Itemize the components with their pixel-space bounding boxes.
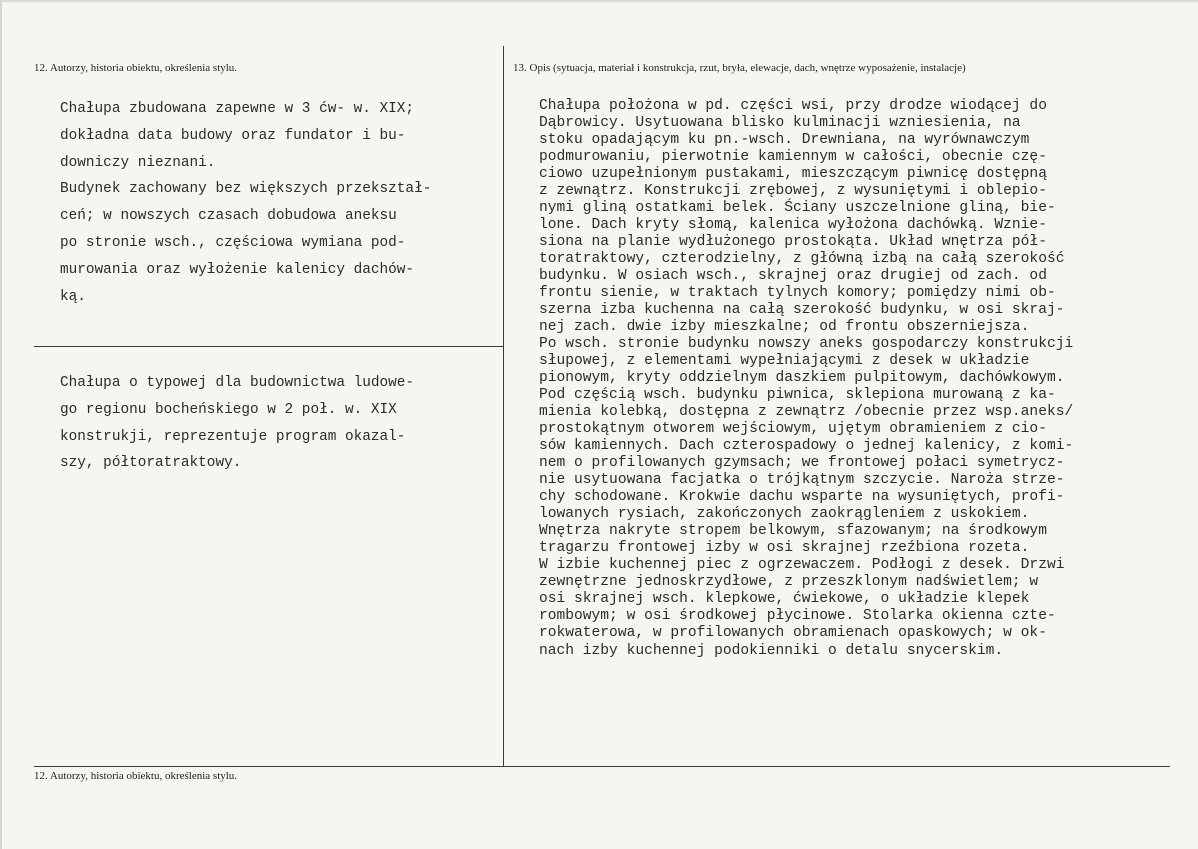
column-divider bbox=[503, 46, 504, 766]
text-line: nach izby kuchennej podokienniki o detalu snycerskim. bbox=[539, 642, 1004, 659]
description-text bbox=[539, 98, 1073, 660]
text-line: mienia kolebką, dostępna z zewnątrz /obecnie przez wsp.aneks/ bbox=[539, 404, 1074, 421]
text-line: ciowo uzupełnionym pustakami, mieszczącym piwnicę dostępną bbox=[539, 166, 1047, 183]
text-line: konstrukji, reprezentuje program okazal- bbox=[60, 428, 406, 445]
style-text bbox=[60, 370, 414, 477]
text-line: lone. Dach kryty słomą, kalenica wyłożona dachówką. Wznie- bbox=[539, 217, 1047, 234]
footer-section-12-header: 12. Autorzy, historia obiektu, określenia stylu. bbox=[34, 770, 238, 782]
text-line: Pod częścią wsch. budynku piwnica, sklepiona murowaną z ka- bbox=[539, 387, 1056, 404]
text-line: chy schodowane. Krokwie dachu wsparte na wysuniętych, profi- bbox=[539, 489, 1065, 506]
text-line: Po wsch. stronie budynku nowszy aneks gospodarczy konstrukcji bbox=[539, 336, 1074, 353]
text-line: W izbie kuchennej piec z ogrzewaczem. Podłogi z desek. Drzwi bbox=[539, 557, 1065, 574]
text-line: stoku opadającym ku pn.-wsch. Drewniana, na wyrównawczym bbox=[539, 132, 1030, 149]
text-line: rokwaterowa, w profilowanych obramienach opaskowych; w ok- bbox=[539, 625, 1047, 642]
text-line: nej zach. dwie izby mieszkalne; od frontu obszerniejsza. bbox=[539, 319, 1030, 336]
section-12-header: 12. Autorzy, historia obiektu, określenia stylu. bbox=[34, 62, 238, 74]
text-line: podmurowaniu, pierwotnie kamiennym w całości, obecnie czę- bbox=[539, 149, 1047, 166]
text-line: osi skrajnej wsch. klepkowe, ćwiekowe, o układzie klepek bbox=[539, 591, 1030, 608]
history-text bbox=[60, 96, 431, 310]
text-line: nymi gliną ostatkami belek. Ściany uszczelnione gliną, bie- bbox=[539, 200, 1056, 217]
text-line: budynku. W osiach wsch., skrajnej oraz drugiej od zach. od bbox=[539, 268, 1047, 285]
text-line: murowania oraz wyłożenie kalenicy dachów- bbox=[60, 261, 415, 278]
text-line: zewnętrzne jednoskrzydłowe, z przeszklonym nadświetlem; w bbox=[539, 574, 1039, 591]
text-line: nie usytuowana facjatka o trójkątnym szczycie. Naroża strze- bbox=[539, 472, 1065, 489]
text-line: downiczy nieznani. bbox=[60, 154, 216, 171]
left-section-separator bbox=[34, 346, 503, 347]
text-line: z zewnątrz. Konstrukcji zrębowej, z wysuniętymi i oblepio- bbox=[539, 183, 1047, 200]
text-line: słupowej, z elementami wypełniającymi z desek w układzie bbox=[539, 353, 1030, 370]
text-line: Chałupa zbudowana zapewne w 3 ćw- w. XIX; bbox=[60, 101, 415, 117]
text-line: siona na planie wydłużonego prostokąta. Układ wnętrza pół- bbox=[539, 234, 1047, 251]
text-line: prostokątnym otworem wejściowym, ujętym obramieniem z cio- bbox=[539, 421, 1047, 438]
text-line: tragarzu frontowej izby w osi skrajnej rzeźbiona rozeta. bbox=[539, 540, 1030, 557]
text-line: Wnętrza nakryte stropem belkowym, sfazowanym; na środkowym bbox=[539, 523, 1047, 540]
text-line: rombowym; w osi środkowej płycinowe. Stolarka okienna czte- bbox=[539, 608, 1056, 625]
text-line: po stronie wsch., częściowa wymiana pod- bbox=[60, 234, 406, 251]
text-line: frontu sienie, w traktach tylnych komory; pomiędzy nimi ob- bbox=[539, 285, 1056, 302]
text-line: ceń; w nowszych czasach dobudowa aneksu bbox=[60, 208, 397, 225]
text-line: Chałupa o typowej dla budownictwa ludowe- bbox=[60, 375, 415, 391]
text-line: ką. bbox=[60, 288, 86, 305]
text-line: nem o profilowanych gzymsach; we frontowej połaci symetrycz- bbox=[539, 455, 1065, 472]
text-line: szerna izba kuchenna na całą szerokość budynku, w osi skraj- bbox=[539, 302, 1065, 319]
footer-rule bbox=[34, 766, 1170, 767]
text-line: Budynek zachowany bez większych przekształ- bbox=[60, 181, 432, 198]
text-line: szy, półtoratraktowy. bbox=[60, 455, 242, 472]
text-line: Chałupa położona w pd. części wsi, przy drodze wiodącej do bbox=[539, 98, 1047, 114]
section-13-header: 13. Opis (sytuacja, materiał i konstrukcja, rzut, bryła, elewacje, dach, wnętrze wyposażenie, instalacje) bbox=[513, 62, 966, 74]
text-line: toratraktowy, czterodzielny, z główną izbą na całą szerokość bbox=[539, 251, 1065, 268]
text-line: Dąbrowicy. Usytuowana blisko kulminacji wzniesienia, na bbox=[539, 115, 1021, 132]
text-line: lowanych rysiach, zakończonych zaokrągleniem z uskokiem. bbox=[539, 506, 1030, 523]
text-line: sów kamiennych. Dach czterospadowy o jednej kalenicy, z komi- bbox=[539, 438, 1074, 455]
text-line: pionowym, kryty oddzielnym daszkiem pulpitowym, dachówkowym. bbox=[539, 370, 1065, 387]
text-line: go regionu bocheńskiego w 2 poł. w. XIX bbox=[60, 401, 397, 418]
text-line: dokładna data budowy oraz fundator i bu- bbox=[60, 127, 406, 144]
